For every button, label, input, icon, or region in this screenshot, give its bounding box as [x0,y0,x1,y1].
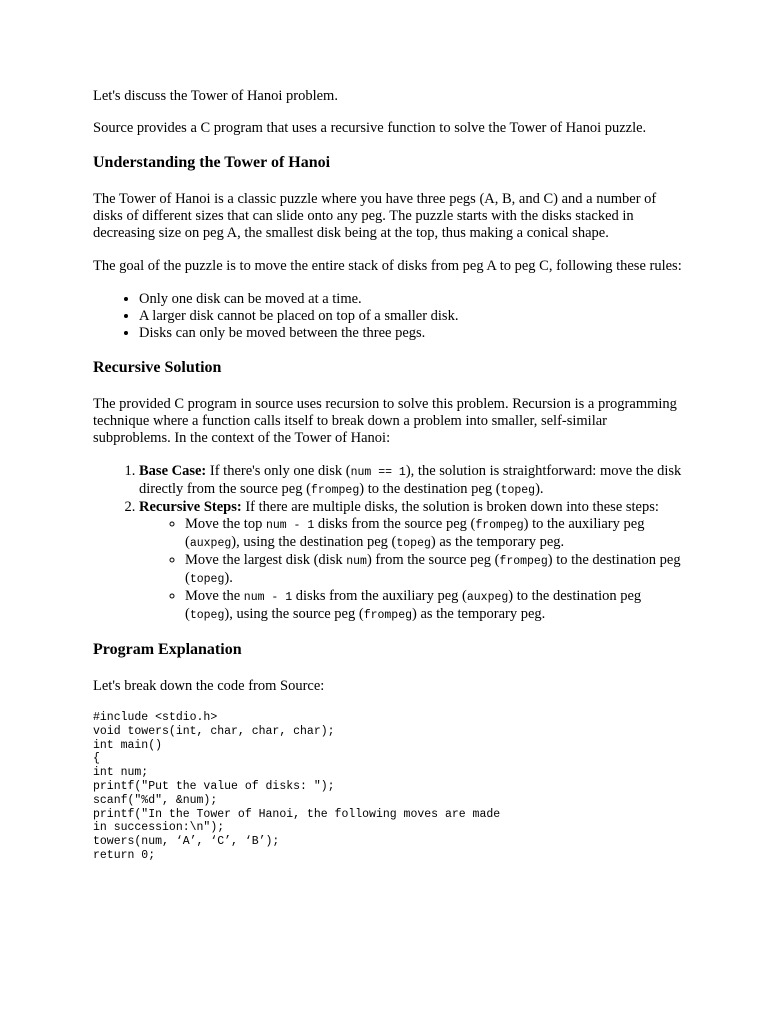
source-paragraph: Source provides a C program that uses a recursive function to solve the Tower of Hanoi puzzle. [93,120,647,136]
code-frompeg: frompeg [310,484,360,497]
code-topeg: topeg [396,537,431,550]
code-frompeg: frompeg [475,519,524,532]
code-auxpeg: auxpeg [466,591,509,604]
text: ) as the temporary peg. [430,534,565,550]
intro-paragraph: Let's discuss the Tower of Hanoi problem. [93,88,338,104]
tower-description-paragraph: The Tower of Hanoi is a classic puzzle where you have three pegs (A, B, and C) and a number of disks of different sizes that can slide onto any peg. The puzzle starts with the disks stacked in decreasing size on peg A, the smallest disk being at the top, thus making a conical shape. [93,191,657,241]
code-topeg: topeg [189,573,225,586]
text: disks from the auxiliary peg ( [292,588,467,604]
text: ), using the source peg ( [224,606,364,622]
heading-program-explanation: Program Explanation [93,641,242,658]
text: ). [535,481,544,497]
code-num-minus-1: num - 1 [265,519,315,532]
list-item [185,552,683,588]
list-item-base-case [139,463,683,499]
list-item-recursive-steps [139,499,683,624]
list-item: • Disks can only be moved between the three pegs. [139,325,683,342]
sub-steps-list [139,516,683,624]
goal-paragraph: The goal of the puzzle is to move the entire stack of disks from peg A to peg C, following these rules: [93,258,682,274]
code-auxpeg: auxpeg [189,537,232,550]
code-num: num [346,555,367,568]
code-frompeg: frompeg [499,555,548,568]
text: ) to the auxiliary peg ( [185,516,645,550]
text: ) from the source peg ( [366,552,500,568]
code-topeg: topeg [500,484,536,497]
text: If there's only one disk ( [206,463,351,479]
list-item [185,588,683,624]
text: disks from the source peg ( [314,516,476,532]
text: Move the largest disk (disk [185,552,347,568]
document-content [93,88,683,863]
code-intro-paragraph: Let's break down the code from Source: [93,678,325,694]
rules-list [93,291,683,342]
text: Move the top [185,516,266,532]
recursive-steps-label: Recursive Steps: [139,499,242,515]
text: ), using the destination peg ( [231,534,397,550]
text: ). [224,570,233,586]
steps-list [93,463,683,624]
text: ), the solution is straightforward: move the disk directly from the source peg ( [139,463,682,497]
code-num-eq-1: num == 1 [350,466,406,479]
code-topeg: topeg [189,609,225,622]
base-case-label: Base Case: [139,463,207,479]
text: ) as the temporary peg. [412,606,546,622]
text: ) to the destination peg ( [185,588,642,622]
list-item: • A larger disk cannot be placed on top of a smaller disk. [139,308,683,325]
text: ) to the destination peg ( [359,481,501,497]
list-item: • Only one disk can be moved at a time. [139,291,683,308]
list-item [185,516,683,552]
code-frompeg: frompeg [363,609,412,622]
text: ) to the destination peg ( [185,552,681,586]
heading-recursive-solution: Recursive Solution [93,359,222,376]
code-block: #include <stdio.h> void towers(int, char, char, char); int main() { int num; printf("Put the value of disks: "); scanf("%d", &num); printf("In the Tower of Hanoi, the following moves are made in succession:\n"); towers(num, ‘A’, ‘C’, ‘B’); return 0; [93,711,501,862]
heading-understanding: Understanding the Tower of Hanoi [93,154,331,171]
recursion-paragraph: The provided C program in source uses recursion to solve this problem. Recursion is a programming technique where a function calls itself to break down a problem into smaller, self-similar subproblems. In the context of the Tower of Hanoi: [93,396,677,446]
text: If there are multiple disks, the solution is broken down into these steps: [241,499,659,515]
code-num-minus-1: num - 1 [243,591,293,604]
text: Move the [185,588,244,604]
